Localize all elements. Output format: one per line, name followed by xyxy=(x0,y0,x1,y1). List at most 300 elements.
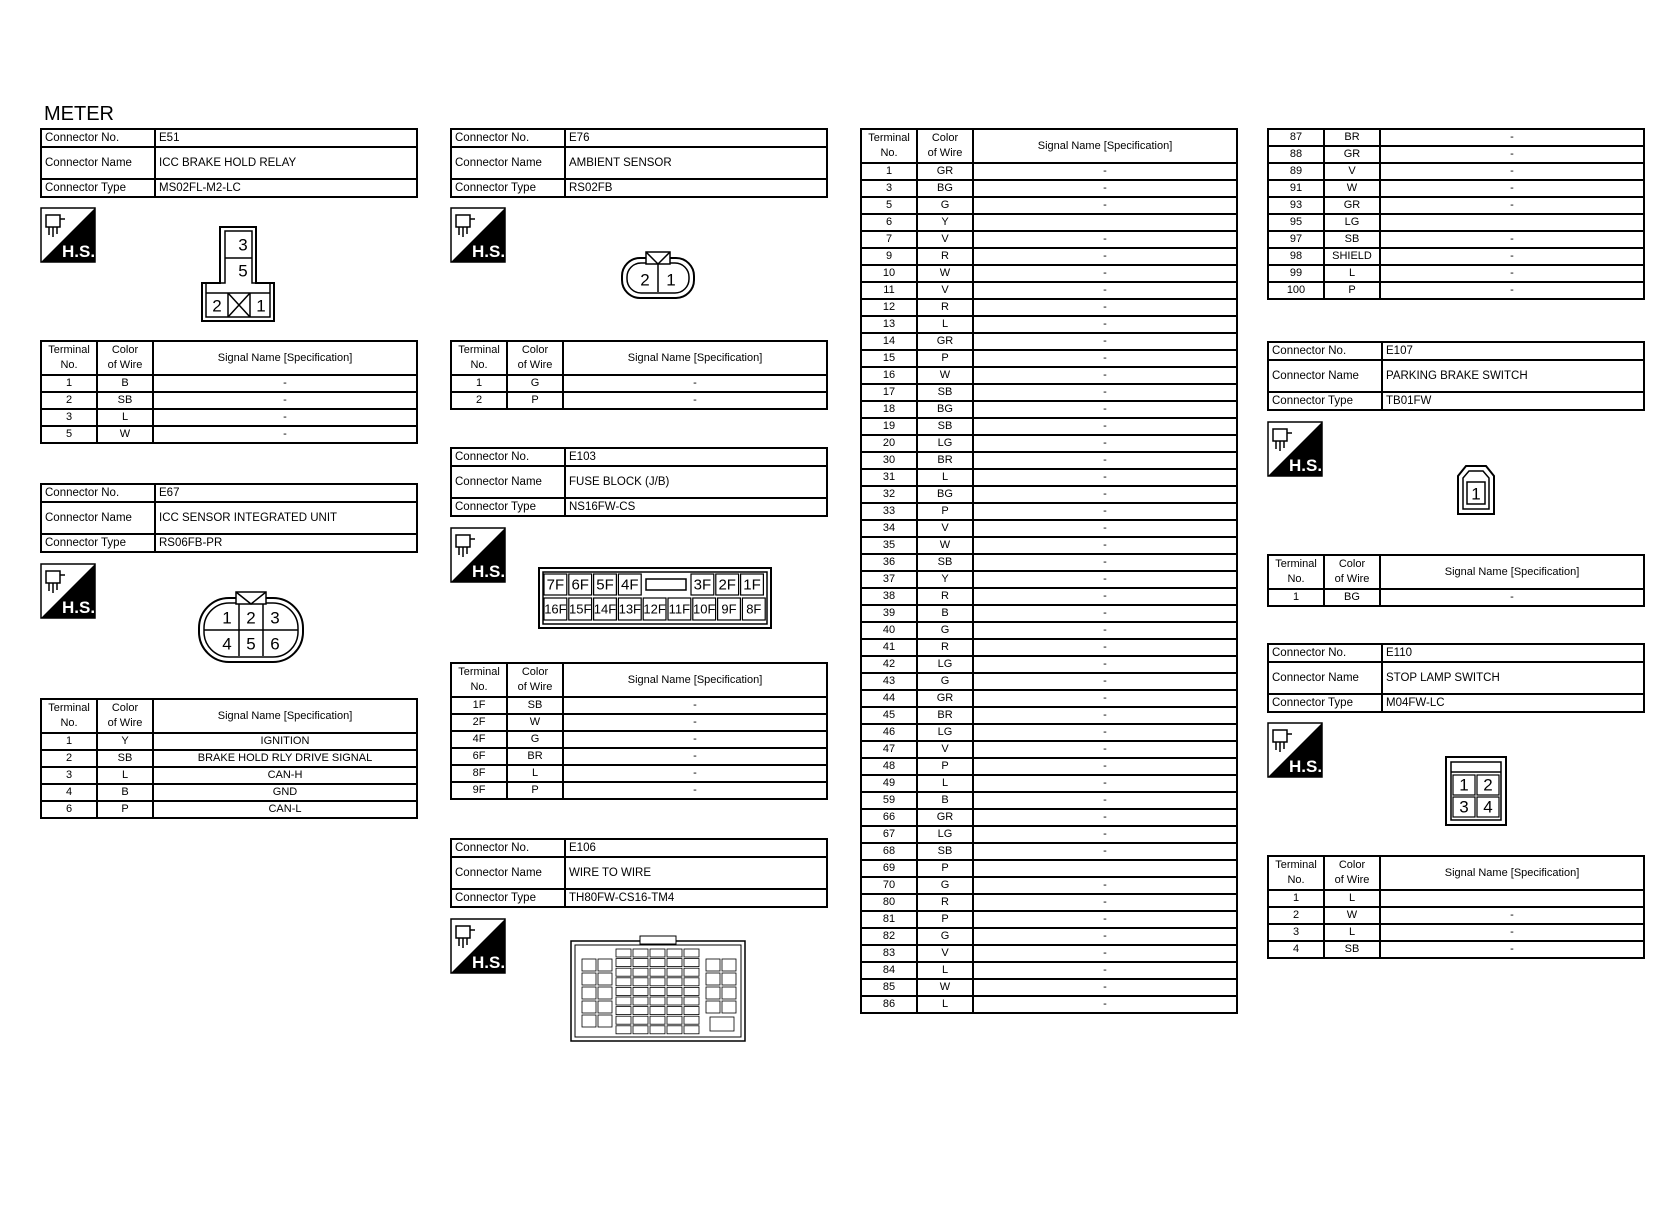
table-row xyxy=(861,741,1237,758)
connector-type-label: Connector Type xyxy=(41,179,155,197)
harness-side-icon xyxy=(450,918,506,974)
wire-color-header: Color of Wire xyxy=(97,341,153,375)
e76-terminal-table xyxy=(450,340,828,410)
e76-connector-name: AMBIENT SENSOR xyxy=(565,147,827,179)
connector-type-label: Connector Type xyxy=(1268,392,1382,410)
wire-color: GR xyxy=(917,690,973,707)
signal-name: - xyxy=(1380,924,1644,941)
e76-connector-no: E76 xyxy=(565,129,827,147)
connector-name-label: Connector Name xyxy=(1268,360,1382,392)
signal-name: - xyxy=(153,392,417,409)
pin-label: 15F xyxy=(568,601,592,617)
connector-type-label: Connector Type xyxy=(451,889,565,907)
wire-color: P xyxy=(917,503,973,520)
table-row xyxy=(861,537,1237,554)
signal-name: - xyxy=(973,520,1237,537)
e106-connector-name: WIRE TO WIRE xyxy=(565,857,827,889)
terminal-no: 1 xyxy=(1268,589,1324,606)
wire-color: L xyxy=(917,316,973,333)
signal-name: - xyxy=(973,928,1237,945)
pin-label: 3 xyxy=(270,608,280,628)
terminal-no: 12 xyxy=(861,299,917,316)
e103-terminal-table xyxy=(450,662,828,800)
terminal-no: 32 xyxy=(861,486,917,503)
signal-name: CAN-L xyxy=(153,801,417,818)
signal-name: - xyxy=(1380,129,1644,146)
signal-name: - xyxy=(973,248,1237,265)
wire-color: W xyxy=(917,367,973,384)
wire-color: W xyxy=(1324,180,1380,197)
wire-color: LG xyxy=(1324,214,1380,231)
pin-label: 6 xyxy=(270,634,280,654)
table-row xyxy=(1268,163,1644,180)
signal-name: - xyxy=(563,697,827,714)
pin-label: 11F xyxy=(668,601,691,617)
e51-connector-no: E51 xyxy=(155,129,417,147)
terminal-no: 70 xyxy=(861,877,917,894)
terminal-no: 2 xyxy=(1268,907,1324,924)
wire-color: W xyxy=(917,979,973,996)
wire-color: P xyxy=(97,801,153,818)
terminal-no: 88 xyxy=(1268,146,1324,163)
signal-name: - xyxy=(1380,589,1644,606)
signal-name-header: Signal Name [Specification] xyxy=(563,341,827,375)
terminal-no: 87 xyxy=(1268,129,1324,146)
svg-text:H.S.: H.S. xyxy=(472,953,506,972)
signal-name: - xyxy=(973,724,1237,741)
wire-color: BG xyxy=(917,180,973,197)
table-row xyxy=(1268,214,1644,231)
signal-name: - xyxy=(973,605,1237,622)
terminal-no: 68 xyxy=(861,843,917,860)
table-row xyxy=(861,877,1237,894)
terminal-no: 10 xyxy=(861,265,917,282)
signal-name: - xyxy=(973,571,1237,588)
signal-name: - xyxy=(153,409,417,426)
signal-name-header: Signal Name [Specification] xyxy=(973,129,1237,163)
e67-connector-name: ICC SENSOR INTEGRATED UNIT xyxy=(155,502,417,534)
table-row xyxy=(451,748,827,765)
e67-info-table xyxy=(40,483,418,553)
table-row xyxy=(861,299,1237,316)
wire-color-header: Color of Wire xyxy=(507,341,563,375)
signal-name: - xyxy=(973,469,1237,486)
wire-color: G xyxy=(507,375,563,392)
pin-label: 2 xyxy=(246,608,256,628)
signal-name: - xyxy=(973,554,1237,571)
terminal-no: 41 xyxy=(861,639,917,656)
pin-label: 2 xyxy=(212,296,222,316)
wire-color: SB xyxy=(917,554,973,571)
terminal-no: 20 xyxy=(861,435,917,452)
wire-color: BG xyxy=(917,401,973,418)
wire-color: V xyxy=(917,282,973,299)
table-row xyxy=(41,733,417,750)
signal-name: - xyxy=(973,809,1237,826)
harness-side-icon xyxy=(1267,722,1323,778)
terminal-no: 91 xyxy=(1268,180,1324,197)
wire-color: V xyxy=(1324,163,1380,180)
terminal-no: 8F xyxy=(451,765,507,782)
harness-side-icon xyxy=(40,563,96,619)
e103-connector-diagram xyxy=(538,567,772,629)
signal-name: - xyxy=(973,503,1237,520)
signal-name: - xyxy=(563,782,827,799)
signal-name: - xyxy=(973,333,1237,350)
table-row xyxy=(451,765,827,782)
signal-name xyxy=(1380,214,1644,231)
pin-label: 4F xyxy=(621,576,639,594)
signal-name xyxy=(1380,890,1644,907)
wire-color: Y xyxy=(917,571,973,588)
signal-name: - xyxy=(973,979,1237,996)
terminal-no: 34 xyxy=(861,520,917,537)
svg-text:H.S.: H.S. xyxy=(472,562,506,581)
table-row xyxy=(41,409,417,426)
terminal-no: 85 xyxy=(861,979,917,996)
table-row xyxy=(861,520,1237,537)
signal-name: - xyxy=(973,384,1237,401)
terminal-no: 3 xyxy=(1268,924,1324,941)
pin-label: 5 xyxy=(238,261,248,281)
terminal-no: 1 xyxy=(41,733,97,750)
table-row xyxy=(861,639,1237,656)
wire-color: BR xyxy=(507,748,563,765)
wire-color: SB xyxy=(97,750,153,767)
e107-info-table xyxy=(1267,341,1645,411)
signal-name: - xyxy=(563,714,827,731)
e110-connector-diagram xyxy=(1444,755,1508,827)
signal-name xyxy=(973,860,1237,877)
table-row xyxy=(861,333,1237,350)
signal-name: - xyxy=(973,894,1237,911)
table-row xyxy=(861,622,1237,639)
wire-color-header: Color of Wire xyxy=(1324,856,1380,890)
terminal-no: 2 xyxy=(451,392,507,409)
table-row xyxy=(861,911,1237,928)
table-row xyxy=(451,392,827,409)
e76-info-table xyxy=(450,128,828,198)
signal-name: - xyxy=(1380,265,1644,282)
signal-name: - xyxy=(973,741,1237,758)
table-row xyxy=(861,809,1237,826)
wire-color: V xyxy=(917,741,973,758)
table-row xyxy=(41,801,417,818)
terminal-no-header: Terminal No. xyxy=(861,129,917,163)
e106-terminal-table-a xyxy=(860,128,1238,1014)
e110-connector-no: E110 xyxy=(1382,644,1644,662)
signal-name: - xyxy=(973,843,1237,860)
wire-color: V xyxy=(917,231,973,248)
table-row xyxy=(861,401,1237,418)
terminal-no: 49 xyxy=(861,775,917,792)
terminal-no: 86 xyxy=(861,996,917,1013)
wire-color: BR xyxy=(917,452,973,469)
table-row xyxy=(861,860,1237,877)
table-row xyxy=(861,571,1237,588)
wire-color: LG xyxy=(917,826,973,843)
wire-color: SHIELD xyxy=(1324,248,1380,265)
e107-connector-diagram xyxy=(1456,464,1496,516)
wire-color: W xyxy=(507,714,563,731)
table-row xyxy=(1268,941,1644,958)
pin-label: 1 xyxy=(666,270,676,290)
signal-name xyxy=(973,214,1237,231)
wire-color: W xyxy=(97,426,153,443)
terminal-no: 1 xyxy=(41,375,97,392)
table-row xyxy=(41,426,417,443)
e103-connector-type: NS16FW-CS xyxy=(565,498,827,516)
table-row xyxy=(861,503,1237,520)
signal-name: - xyxy=(973,316,1237,333)
signal-name: - xyxy=(153,375,417,392)
connector-no-label: Connector No. xyxy=(1268,342,1382,360)
e107-connector-type: TB01FW xyxy=(1382,392,1644,410)
wire-color: G xyxy=(507,731,563,748)
terminal-no: 35 xyxy=(861,537,917,554)
table-row xyxy=(1268,231,1644,248)
table-row xyxy=(861,605,1237,622)
pin-label: 1 xyxy=(1471,484,1481,504)
terminal-no: 4 xyxy=(1268,941,1324,958)
signal-name: - xyxy=(973,588,1237,605)
wire-color: L xyxy=(1324,265,1380,282)
terminal-no: 6 xyxy=(861,214,917,231)
terminal-no: 5 xyxy=(861,197,917,214)
wire-color: P xyxy=(507,392,563,409)
table-row xyxy=(1268,589,1644,606)
table-row xyxy=(861,554,1237,571)
terminal-no: 1 xyxy=(451,375,507,392)
wire-color: L xyxy=(1324,890,1380,907)
wire-color: W xyxy=(1324,907,1380,924)
connector-type-label: Connector Type xyxy=(451,498,565,516)
table-row xyxy=(41,767,417,784)
table-row xyxy=(861,265,1237,282)
terminal-no: 98 xyxy=(1268,248,1324,265)
table-row xyxy=(451,697,827,714)
e67-connector-diagram xyxy=(195,590,307,668)
table-row xyxy=(861,724,1237,741)
connector-name-label: Connector Name xyxy=(41,147,155,179)
e110-connector-name: STOP LAMP SWITCH xyxy=(1382,662,1644,694)
pin-label: 8F xyxy=(746,601,762,617)
pin-label: 3F xyxy=(693,576,712,594)
terminal-no: 3 xyxy=(41,767,97,784)
terminal-no: 9F xyxy=(451,782,507,799)
wire-color: L xyxy=(917,775,973,792)
terminal-no: 31 xyxy=(861,469,917,486)
signal-name: - xyxy=(563,375,827,392)
wire-color: GR xyxy=(917,809,973,826)
wire-color: P xyxy=(917,350,973,367)
signal-name: - xyxy=(1380,180,1644,197)
pin-label: 2 xyxy=(1483,775,1493,795)
table-row xyxy=(1268,924,1644,941)
e67-connector-no: E67 xyxy=(155,484,417,502)
signal-name: - xyxy=(973,911,1237,928)
wire-color: Y xyxy=(97,733,153,750)
harness-side-icon xyxy=(1267,421,1323,477)
signal-name: - xyxy=(973,996,1237,1013)
table-row xyxy=(861,928,1237,945)
e106-info-table xyxy=(450,838,828,908)
terminal-no: 46 xyxy=(861,724,917,741)
wire-color: G xyxy=(917,622,973,639)
wire-color: SB xyxy=(507,697,563,714)
signal-name-header: Signal Name [Specification] xyxy=(153,341,417,375)
terminal-no: 13 xyxy=(861,316,917,333)
connector-no-label: Connector No. xyxy=(41,129,155,147)
terminal-no: 82 xyxy=(861,928,917,945)
terminal-no: 40 xyxy=(861,622,917,639)
wire-color: P xyxy=(917,758,973,775)
e106-connector-type: TH80FW-CS16-TM4 xyxy=(565,889,827,907)
pin-label: 5F xyxy=(596,576,614,594)
signal-name: - xyxy=(153,426,417,443)
pin-label: 10F xyxy=(692,601,716,617)
wire-color: L xyxy=(917,996,973,1013)
connector-name-label: Connector Name xyxy=(451,147,565,179)
connector-no-label: Connector No. xyxy=(451,129,565,147)
terminal-no: 89 xyxy=(1268,163,1324,180)
terminal-no: 67 xyxy=(861,826,917,843)
wire-color-header: Color of Wire xyxy=(97,699,153,733)
terminal-no: 81 xyxy=(861,911,917,928)
table-row xyxy=(861,979,1237,996)
wire-color: SB xyxy=(917,418,973,435)
table-row xyxy=(861,214,1237,231)
table-row xyxy=(861,163,1237,180)
connector-type-label: Connector Type xyxy=(1268,694,1382,712)
signal-name: - xyxy=(973,418,1237,435)
wire-color: SB xyxy=(1324,941,1380,958)
wire-color: BG xyxy=(1324,589,1380,606)
terminal-no: 47 xyxy=(861,741,917,758)
terminal-no: 38 xyxy=(861,588,917,605)
wire-color: L xyxy=(1324,924,1380,941)
signal-name: - xyxy=(1380,163,1644,180)
wire-color: LG xyxy=(917,656,973,673)
signal-name: - xyxy=(973,690,1237,707)
table-row xyxy=(861,673,1237,690)
wire-color: P xyxy=(1324,282,1380,299)
pin-label: 4 xyxy=(222,634,232,654)
table-row xyxy=(1268,197,1644,214)
terminal-no: 4 xyxy=(41,784,97,801)
signal-name-header: Signal Name [Specification] xyxy=(153,699,417,733)
wire-color: L xyxy=(917,469,973,486)
pin-label: 5 xyxy=(246,634,256,654)
harness-side-icon xyxy=(450,207,506,263)
pin-label: 12F xyxy=(643,601,666,617)
table-row xyxy=(861,316,1237,333)
terminal-no-header: Terminal No. xyxy=(41,699,97,733)
wire-color-header: Color of Wire xyxy=(507,663,563,697)
wire-color: P xyxy=(507,782,563,799)
e110-connector-type: M04FW-LC xyxy=(1382,694,1644,712)
e107-terminal-table xyxy=(1267,554,1645,607)
wire-color: SB xyxy=(1324,231,1380,248)
table-row xyxy=(451,375,827,392)
signal-name-header: Signal Name [Specification] xyxy=(1380,555,1644,589)
signal-name: - xyxy=(973,197,1237,214)
table-row xyxy=(861,775,1237,792)
terminal-no-header: Terminal No. xyxy=(1268,555,1324,589)
signal-name: - xyxy=(1380,941,1644,958)
terminal-no-header: Terminal No. xyxy=(451,341,507,375)
wire-color: R xyxy=(917,588,973,605)
signal-name: - xyxy=(563,765,827,782)
pin-label: 4 xyxy=(1483,797,1493,817)
terminal-no: 44 xyxy=(861,690,917,707)
e51-terminal-table xyxy=(40,340,418,444)
pin-label: 1F xyxy=(743,576,761,594)
table-row xyxy=(861,894,1237,911)
svg-text:H.S.: H.S. xyxy=(1289,757,1323,776)
e103-info-table xyxy=(450,447,828,517)
signal-name: - xyxy=(973,231,1237,248)
table-row xyxy=(1268,265,1644,282)
e76-connector-type: RS02FB xyxy=(565,179,827,197)
terminal-no: 45 xyxy=(861,707,917,724)
terminal-no: 66 xyxy=(861,809,917,826)
table-row xyxy=(861,843,1237,860)
signal-name: - xyxy=(973,367,1237,384)
table-row xyxy=(861,758,1237,775)
signal-name-header: Signal Name [Specification] xyxy=(563,663,827,697)
connector-no-label: Connector No. xyxy=(1268,644,1382,662)
wire-color: B xyxy=(917,605,973,622)
svg-text:H.S.: H.S. xyxy=(62,598,96,617)
pin-label: 1 xyxy=(222,608,232,628)
terminal-no: 11 xyxy=(861,282,917,299)
signal-name: - xyxy=(973,962,1237,979)
connector-no-label: Connector No. xyxy=(451,448,565,466)
terminal-no: 84 xyxy=(861,962,917,979)
table-row xyxy=(1268,146,1644,163)
table-row xyxy=(861,350,1237,367)
signal-name: - xyxy=(973,758,1237,775)
table-row xyxy=(861,231,1237,248)
wire-color-header: Color of Wire xyxy=(917,129,973,163)
wire-color: R xyxy=(917,299,973,316)
table-row xyxy=(451,731,827,748)
signal-name: - xyxy=(973,775,1237,792)
terminal-no: 18 xyxy=(861,401,917,418)
svg-text:H.S.: H.S. xyxy=(62,242,96,261)
pin-label: 2F xyxy=(718,576,736,594)
terminal-no: 37 xyxy=(861,571,917,588)
terminal-no: 48 xyxy=(861,758,917,775)
terminal-no: 42 xyxy=(861,656,917,673)
table-row xyxy=(41,392,417,409)
pin-label: 1 xyxy=(1459,775,1469,795)
e51-connector-type: MS02FL-M2-LC xyxy=(155,179,417,197)
terminal-no: 2F xyxy=(451,714,507,731)
wire-color: B xyxy=(97,375,153,392)
wire-color-header: Color of Wire xyxy=(1324,555,1380,589)
terminal-no: 2 xyxy=(41,750,97,767)
wire-color: BG xyxy=(917,486,973,503)
signal-name: - xyxy=(973,639,1237,656)
signal-name: - xyxy=(973,401,1237,418)
harness-side-icon xyxy=(450,527,506,583)
signal-name: - xyxy=(563,731,827,748)
table-row xyxy=(861,452,1237,469)
wire-color: W xyxy=(917,265,973,282)
wire-color: V xyxy=(917,945,973,962)
